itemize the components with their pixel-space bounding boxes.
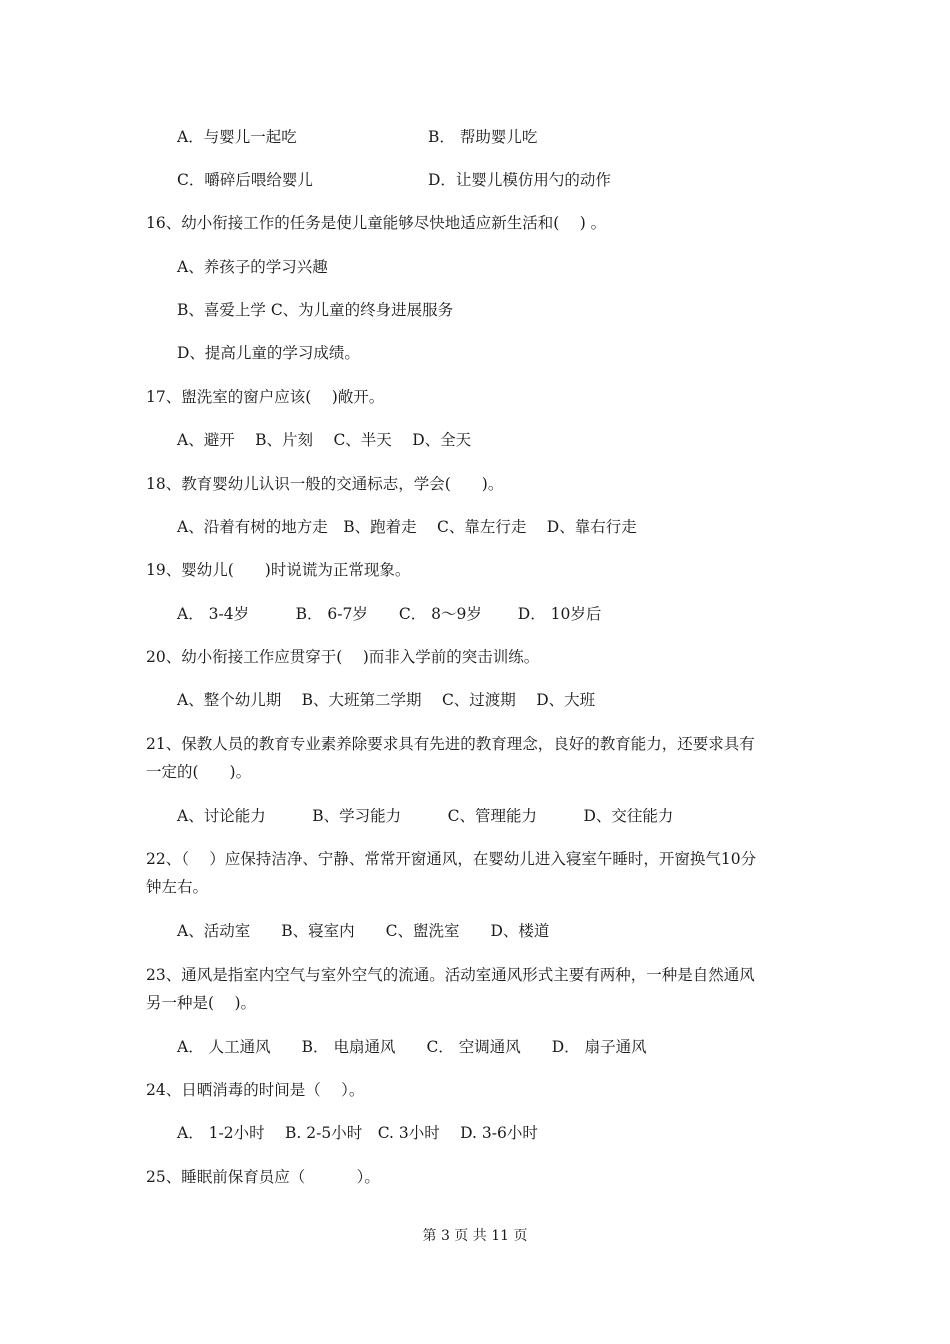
q22-stem-line1: 22、（ ）应保持洁净、宁静、常常开窗通风，在婴幼儿进入寝室午睡时，开窗换气10分 [146,850,757,868]
q15-option-b: B． 帮助婴儿吃 [428,128,538,146]
q21-stem-line2: 一定的( )。 [146,763,252,781]
q21-stem-line1: 21、保教人员的教育专业素养除要求具有先进的教育理念，良好的教育能力，还要求具有 [146,735,755,753]
q16-option-d: D、提高儿童的学习成绩。 [177,344,360,362]
q24-stem: 24、日晒消毒的时间是（ ）。 [146,1081,365,1099]
q21-options: A、讨论能力 B、学习能力 C、管理能力 D、交往能力 [177,807,674,825]
q19-options: A． 3-4岁 B． 6-7岁 C． 8～9岁 D． 10岁后 [177,605,602,623]
q24-options: A． 1-2小时 B. 2-5小时 C. 3小时 D. 3-6小时 [177,1124,538,1142]
q15-option-d: D．让婴儿模仿用勺的动作 [428,171,611,189]
q16-option-a: A、养孩子的学习兴趣 [177,258,328,276]
q23-stem-line1: 23、通风是指室内空气与室外空气的流通。活动室通风形式主要有两种，一种是自然通风 [146,966,755,984]
q23-stem-line2: 另一种是( )。 [146,994,257,1012]
q22-stem-line2: 钟左右。 [146,878,209,896]
q19-stem: 19、婴幼儿( )时说谎为正常现象。 [146,561,411,579]
q25-stem: 25、睡眠前保育员应（ ）。 [146,1168,380,1186]
q15-option-a: A．与婴儿一起吃 [177,128,297,146]
page-number-footer: 第 3 页 共 11 页 [422,1228,528,1244]
q16-stem: 16、幼小衔接工作的任务是使儿童能够尽快地适应新生活和( ) 。 [146,214,607,232]
q17-stem: 17、盥洗室的窗户应该( )敞开。 [146,388,385,406]
q16-option-bc: B、喜爱上学 C、为儿童的终身进展服务 [177,301,454,319]
q23-options: A． 人工通风 B． 电扇通风 C． 空调通风 D． 扇子通风 [177,1038,647,1056]
q18-stem: 18、教育婴幼儿认识一般的交通标志，学会( )。 [146,475,504,493]
q20-stem: 20、幼小衔接工作应贯穿于( )而非入学前的突击训练。 [146,648,540,666]
q20-options: A、整个幼儿期 B、大班第二学期 C、过渡期 D、大班 [177,691,596,709]
q22-options: A、活动室 B、寝室内 C、盥洗室 D、楼道 [177,922,550,940]
q18-options: A、沿着有树的地方走 B、跑着走 C、靠左行走 D、靠右行走 [177,518,637,536]
q15-option-c: C．嚼碎后喂给婴儿 [177,171,313,189]
q17-options: A、避开 B、片刻 C、半天 D、全天 [177,431,472,449]
